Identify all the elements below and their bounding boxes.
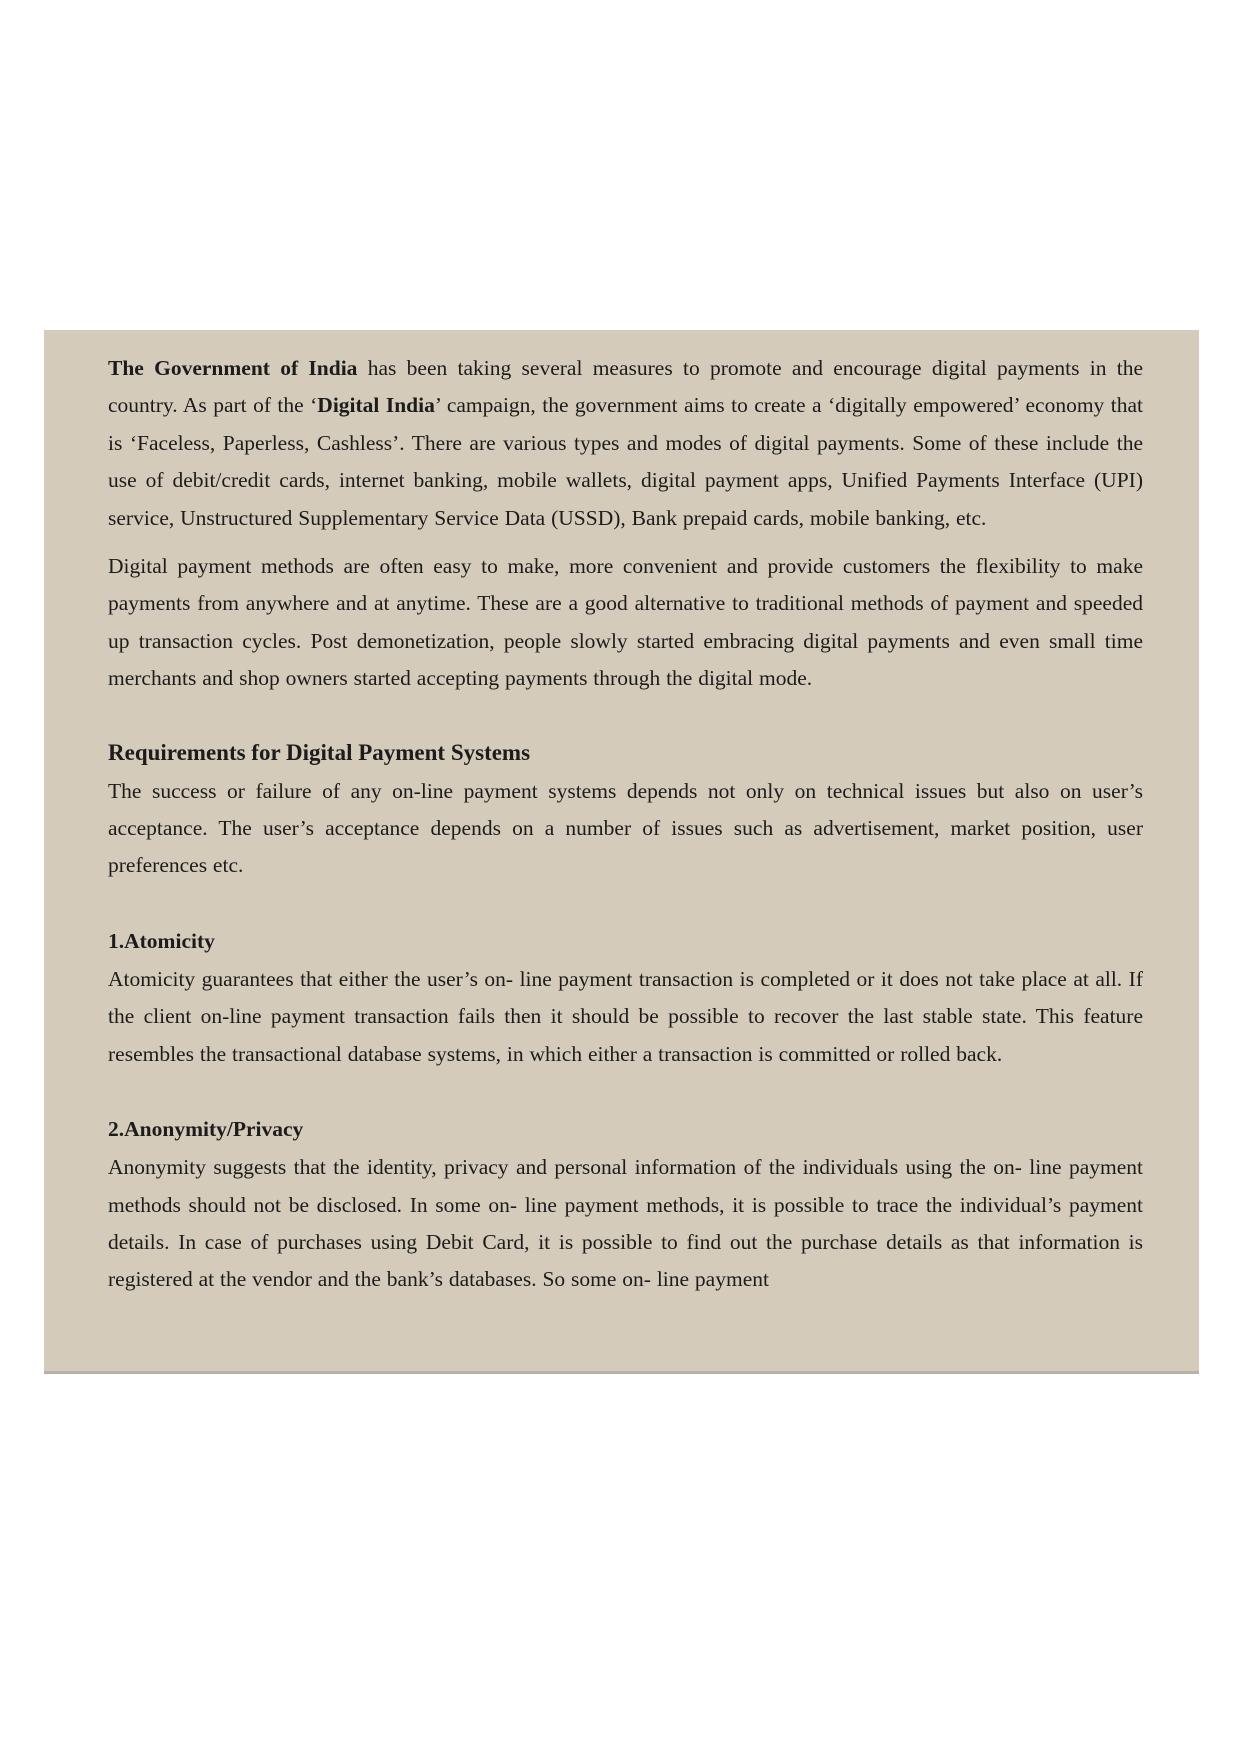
intro-paragraph xyxy=(108,350,1143,537)
digital-payment-paragraph: Digital payment methods are often easy to make, more convenient and provide customers the flexibility to make payments from anywhere and at anytime. These are a good alternative to traditional methods of payment and speeded up transaction cycles. Post demonetization, people slowly started embracing digital payments and even small time merchants and shop owners started accepting payments through the digital mode. xyxy=(108,554,1143,691)
intro-bold-government: The Government of India xyxy=(108,356,358,380)
anonymity-heading: 2.Anonymity/Privacy xyxy=(108,1117,304,1142)
intro-text-part-1: has been taking several measures to promote and encourage digital payments in the country. As part of the ‘ xyxy=(108,356,1143,418)
document-panel xyxy=(44,330,1199,1374)
anonymity-paragraph: Anonymity suggests that the identity, privacy and personal information of the individuals using the on- line payment methods should not be disclosed. In some on- line payment methods, it is possible to trace the individual’s payment details. In case of purchases using Debit Card, it is possible to find out the purchase details as that information is registered at the vendor and the bank’s databases. So some on- line payment xyxy=(108,1155,1143,1292)
atomicity-paragraph: Atomicity guarantees that either the user’s on- line payment transaction is completed or it does not take place at all. If the client on-line payment transaction fails then it should be possible to recover the last stable state. This feature resembles the transactional database systems, in which either a transaction is committed or rolled back. xyxy=(108,966,1143,1066)
intro-bold-digital-india: Digital India xyxy=(317,393,435,418)
requirements-heading: Requirements for Digital Payment Systems xyxy=(108,739,531,765)
intro-text-part-2: ’ campaign, the government aims to create a ‘digitally empowered’ economy that is ‘Faceless, Paperless, Cashless’. There are various types and modes of digital payments. Some of these include the use of debit/credit cards, internet banking, mobile wallets, digital payment apps, Unified Payments Interface (UPI) service, Unstructured Supplementary Service Data (USSD), Bank prepaid cards, mobile banking, etc. xyxy=(108,393,1143,530)
atomicity-heading: 1.Atomicity xyxy=(108,928,215,953)
requirements-paragraph: The success or failure of any on-line payment systems depends not only on technical issues but also on user’s acceptance. The user’s acceptance depends on a number of issues such as advertisement, market position, user preferences etc. xyxy=(108,778,1143,878)
